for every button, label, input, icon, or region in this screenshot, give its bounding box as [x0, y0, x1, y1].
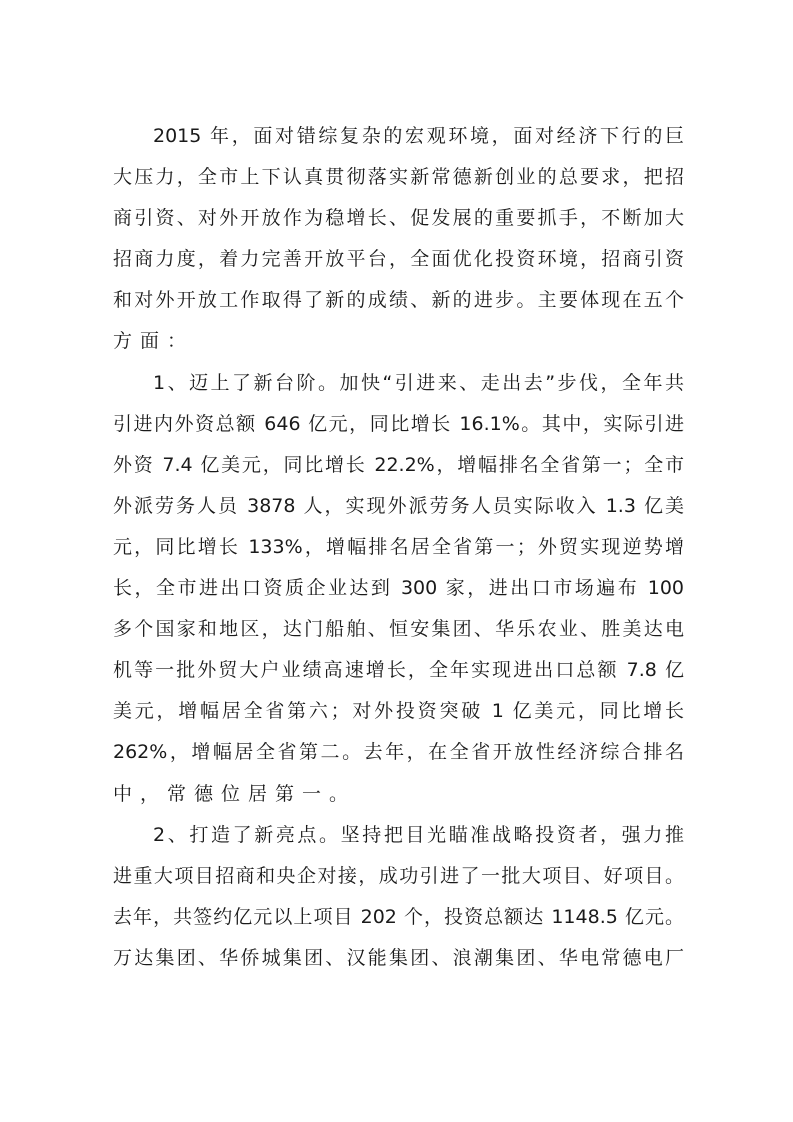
text-line: 万达集团、华侨城集团、汉能集团、浪潮集团、华电常德电厂 — [113, 946, 684, 969]
text-line: 1、迈上了新台阶。加快“引进来、走出去”步伐，全年共 — [153, 371, 684, 394]
text-line: 多个国家和地区，达门船舶、恒安集团、华乐农业、胜美达电 — [113, 618, 684, 641]
text-line: 长，全市进出口资质企业达到 300 家，进出口市场遍布 100 — [113, 577, 684, 600]
text-line: 大压力，全市上下认真贯彻落实新常德新创业的总要求，把招 — [113, 166, 684, 189]
text-line: 外派劳务人员 3878 人，实现外派劳务人员实际收入 1.3 亿美 — [113, 494, 684, 517]
text-line: 招商力度，着力完善开放平台，全面优化投资环境，招商引资 — [113, 248, 684, 271]
document-page — [113, 116, 684, 979]
text-line: 262%，增幅居全省第二。去年，在全省开放性经济综合排名 — [113, 741, 684, 764]
text-line: 和对外开放工作取得了新的成绩、新的进步。主要体现在五个 — [113, 289, 684, 312]
text-line: 外资 7.4 亿美元，同比增长 22.2%，增幅排名全省第一；全市 — [113, 453, 684, 476]
text-line: 2015 年，面对错综复杂的宏观环境，面对经济下行的巨 — [153, 125, 684, 147]
paragraph-point-2 — [113, 815, 684, 979]
text-line: 元，同比增长 133%，增幅排名居全省第一；外贸实现逆势增 — [113, 535, 684, 558]
text-line: 商引资、对外开放作为稳增长、促发展的重要抓手，不断加大 — [113, 207, 684, 230]
text-line: 中，常德位居第一。 — [113, 782, 357, 805]
paragraph-intro — [113, 116, 684, 363]
text-line: 机等一批外贸大户业绩高速增长，全年实现进出口总额 7.8 亿 — [113, 659, 684, 682]
text-line: 方面： — [113, 330, 195, 353]
text-line: 去年，共签约亿元以上项目 202 个，投资总额达 1148.5 亿元。 — [113, 905, 684, 928]
text-line: 进重大项目招商和央企对接，成功引进了一批大项目、好项目。 — [113, 864, 684, 887]
text-line: 美元，增幅居全省第六；对外投资突破 1 亿美元，同比增长 — [113, 700, 684, 723]
paragraph-point-1 — [113, 363, 684, 815]
text-line: 引进内外资总额 646 亿元，同比增长 16.1%。其中，实际引进 — [113, 412, 684, 435]
text-line: 2、打造了新亮点。坚持把目光瞄准战略投资者，强力推 — [153, 823, 684, 846]
